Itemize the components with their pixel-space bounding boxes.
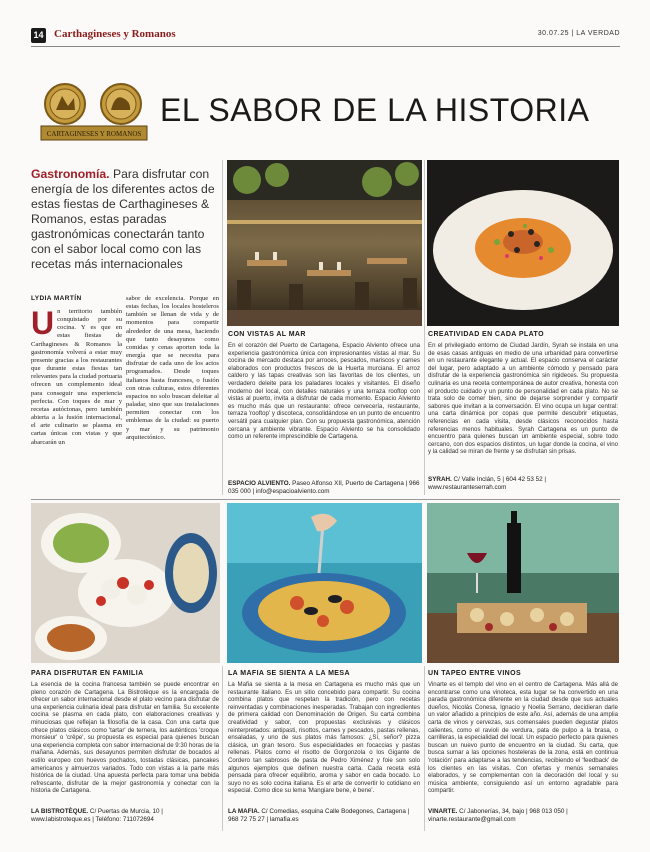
festival-logo <box>35 80 155 144</box>
page-number: 14 <box>31 28 46 43</box>
photo-pasta-dish <box>227 503 422 663</box>
block-4-contact: C/ Comedias, esquina Calle Bodegones, Cartagena | 968 72 75 27 | lamafia.es <box>228 808 410 823</box>
block-2-address <box>428 476 618 492</box>
photo-tapas-wine <box>427 503 619 663</box>
block-3-name: LA BISTROTÈQUE. <box>31 808 89 815</box>
block-4-address <box>228 808 420 824</box>
block-1-contact: Paseo Alfonso XII, Puerto de Cartagena | 966 035 000 | info@espacioalviento.com <box>228 480 420 495</box>
article-col-1 <box>31 308 122 498</box>
intro-text: Para disfrutar con energía de los diferentes actos de estas fiestas de Carthagineses & Romanos, estas paradas gastronómicas conectarán tanto con el sabor local como con las recetas más internacionales <box>31 167 215 271</box>
block-5-contact: C/ Jabonerías, 34, bajo | 968 013 050 | vinarte.restaurante@gmail.com <box>428 808 568 823</box>
block-3-title: PARA DISFRUTAR EN FAMILIA <box>31 670 144 677</box>
block-1-name: ESPACIO ALVIENTO. <box>228 480 291 487</box>
block-5-address <box>428 808 618 824</box>
block-3-address <box>31 808 219 824</box>
column-divider <box>424 666 425 831</box>
issue-date: 30.07.25 | LA VERDAD <box>537 30 620 37</box>
section-name: Carthagineses y Romanos <box>54 28 176 40</box>
block-2-contact: C/ Valle Inclán, 5 | 604 42 53 52 | www.restauranteserrah.com <box>428 476 546 491</box>
intro-lead <box>31 167 218 272</box>
block-1-title: CON VISTAS AL MAR <box>228 331 306 338</box>
article-col-1-text: n territorio también conquistado por su cocina. Y es que en estas fiestas de Carthagineses & Romanos la gastronomía volverá a estar muy presente gracias a los restaurantes que durante estas fiestas tan relevantes para la ciudad portuaria ofrecen un complemento ideal para conseguir una experiencia perfecta. Con toques de mar y recetas autóctonas, pero también abierta a la fusión internacional, el arte culinario se plasma en cartas únicas con vistas y que abarcarán un <box>31 308 122 446</box>
column-divider <box>222 160 223 495</box>
block-5-title: UN TAPEO ENTRE VINOS <box>428 670 522 677</box>
section-rule <box>31 499 620 500</box>
block-4-text: La Mafia se sienta a la mesa en Cartagena es mucho más que un restaurante italiano. Es un sitio concebido para compartir. Su cocina combina platos que respetan la tradición, pero con recetas reinventadas y combinaciones inesperadas. Trabajan con ingredientes de primera calidad con Denominación de Origen. Su carta combina creatividad y sabor, con propuestas exclusivas y clásicos reinterpretados: antipasti, risottos, carnes y pescados, pastas rellenas, ensaladas, y uno de sus platos más famosos: ¿Sí, señor? pizza clásica, un gran tesoro. Sus especialidades en focaccias y pastas rellenas. Platos como el risotto de Gorgonzola o los Gigante de Cordero tan sabrosos de pasta de Pedro Ximénez y foie son solo algunos ejemplos que definen nuestra carta. Cada receta está pensada para ofrecer equilibrio, aroma y sabor en cada bocado. Lo suyo no es solo cocina italiana. Es el arte de convertir lo cotidiano en especial. Como dice su lema 'Mangiare bene, è bene'. <box>228 681 420 795</box>
block-1-address <box>228 480 420 496</box>
article-col-2-text: sabor de excelencia. Porque en estas fechas, los locales hosteleros también se llenan de vida y de momentos para compartir alrededor de una mesa, haciendo que tanto desayunos como comidas y cenas aporten toda la energía que se necesita para disfrutar de cada uno de los actos programados. Desde toques italianos hasta franceses, o fusión con otras culturas, estos diferentes espacios no solo buscan deleitar al paladar, sino que sus instalaciones permiten conectar con los emblemas de la ciudad: su puerto y mar y su patrimonio arquitectónico. <box>126 295 219 441</box>
column-divider <box>222 666 223 831</box>
article-col-2 <box>126 295 219 495</box>
svg-text:CARTAGINESES Y ROMANOS: CARTAGINESES Y ROMANOS <box>46 130 142 138</box>
block-2-name: SYRAH. <box>428 476 452 483</box>
photo-family-table <box>31 503 220 663</box>
page-title: EL SABOR DE LA HISTORIA <box>160 92 590 128</box>
block-5-name: VINARTE. <box>428 808 458 815</box>
block-3-contact: C/ Puertas de Murcia, 10 | www.labistroteque.es | Teléfono: 711072694 <box>31 808 163 823</box>
intro-keyword: Gastronomía. <box>31 167 110 181</box>
column-divider <box>424 160 425 495</box>
block-1-text: En el corazón del Puerto de Cartagena, Espacio Alviento ofrece una experiencia gastronómica única con impresionantes vistas al mar. Su cocina de mercado destaca por arroces, pescados, mariscos y carnes elaborados con productos frescos de la Huerta murciana. El arroz caldero y las tapas creativas son las favoritas de los clientes, un verdadero deleite para los paladares locales y visitantes. El diseño moderno del local, con detalles naturales y una terraza rooftop con vistas al puerto, invita a disfrutar de cada momento. Espacio Alviento es mucho más que un restaurante: ofrece cervecería, restaurante, terraza 'rooftop' y discoteca, consolidándose en un punto de encuentro versátil para cualquier plan. Con su propuesta gastronómica, atención cercana y ambiente vibrante. Espacio Alviento se ha consolidado como un referente imprescindible de Cartagena. <box>228 342 420 441</box>
drop-cap: U <box>31 308 55 341</box>
block-2-title: CREATIVIDAD EN CADA PLATO <box>428 331 544 338</box>
header-rule <box>31 46 620 47</box>
block-3-text: La esencia de la cocina francesa también se puede encontrar en pleno corazón de Cartagena. La Bistrotèque es la encargada de ofrecer un sabor internacional desde el plato vecino para disfrutar de una experiencia culinaria ideal para disfrutar en familia. Su excelente cocina se plasma en cada plato, con elaboraciones creativas y minuciosas que reflejan la filosofía de la casa. Con una carta que ofrece platos clásicos como 'tartar' de ternera, los auténticos 'croque monsieur' o 'crêpe', su propuesta es especial para quienes buscan una experiencia completa con sabor internacional de 9:30 horas de la mañana. Además, sus desayunos permiten disfrutar de bocados al estilo europeo con huevos pochados, tostadas clásicas, pancakes americanos y almuerzos variados. Todo con vistas a la parte más histórica de la ciudad. Una apuesta perfecta para tomar una bebida refrescante, disfrutar de la mejor gastronomía y conectar con la historia de Cartagena. <box>31 681 219 795</box>
author: LYDIA MARTÍN <box>31 295 82 302</box>
photo-plated-dish <box>427 160 619 326</box>
block-5-text: Vinarte es el templo del vino en el centro de Cartagena. Más allá de encontrarse como una vinoteca, esta lugar se ha convertido en una parada gastronómica diferente en la ciudad desde que sus actuales dueños, Nicolás Conesa, Ignacio y Noelia Serrano, decidieran darle un valor añadido a principios de este año. Así, además de una amplia carta de vinos y cervezas, sus comensales pueden degustar platos calientes, como el ravioli de verdura, pata de pulpo a la brasa, o carrilleras, la especialidad del local. Un espacio perfecto para quienes buscan un nuevo punto de encuentro en la ciudad. Su carta, que busca sumar a las opciones hosteleras de la zona, está en continua 'rotación' para adaptarse a las tendencias, recibiendo el 'feedback' de los clientes en las visitas. Con ofertas y menús semanales elaborados, y se complementan con la decoración del local y su música ambiente, consiguiendo así un entorno agradable para compartir. <box>428 681 618 795</box>
photo-restaurant-interior <box>227 160 422 326</box>
block-2-text: En el privilegiado entorno de Ciudad Jardín, Syrah se instala en una de esas casas antiguas en medio de una urbanidad para convertirse en un restaurante elegante y actual. El espacio conserva el carácter del lugar, pero adaptado a un ambiente cómodo y pensado para disfrutar de la experiencia gastronómica sin rigideces. Su propuesta culinaria es una receta contemporánea de autor creativa, honesta con el producto cuidado y un punto de personalidad en cada plato. No se trata solo de comer bien, sino de dejarse sorprender y compartir sabores que invitan a la conversación. El vino ocupa un lugar central: una carta dinámica por copas que permite descubrir etiquetas, referencias en cada visita, desde clásicos reconocidos hasta referencias menos habituales. Syrah Cartagena es un punto de encuentro para quienes buscan un ambiente especial, sobre todo cercano, con dos espacios distintos, un lugar donde la cocina, el vino y la calidad se miran de frente y se disfrutan sin prisas. <box>428 342 618 456</box>
block-4-title: LA MAFIA SE SIENTA A LA MESA <box>228 670 350 677</box>
block-4-name: LA MAFIA. <box>228 808 260 815</box>
